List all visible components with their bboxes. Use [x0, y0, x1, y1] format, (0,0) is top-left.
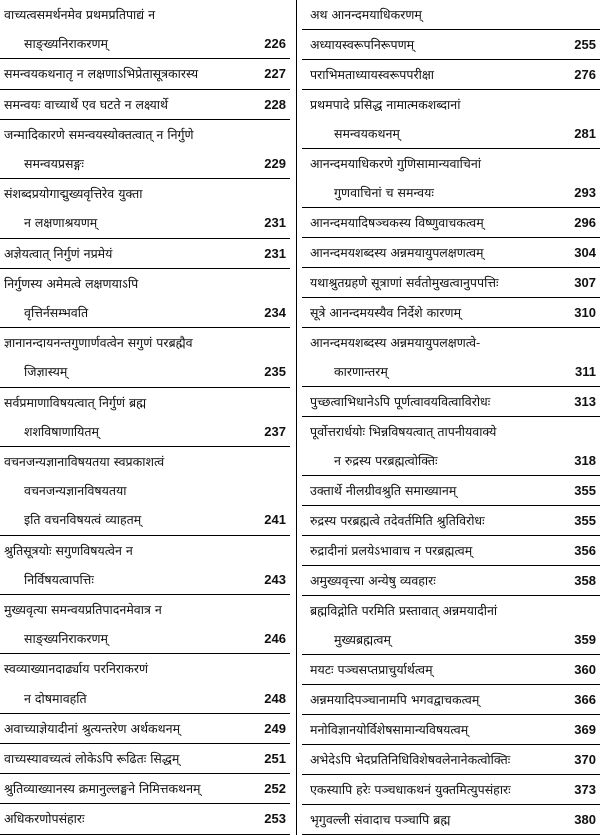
entry-text: अथ आनन्दमयाधिकरणम्: [310, 7, 422, 22]
entry-text: समन्वयः वाच्यार्थे एव घटते न लक्ष्यार्थे: [4, 96, 168, 112]
page-number: 248: [264, 690, 286, 706]
page-number: 318: [574, 453, 596, 468]
entry-text: अवाच्याज्ञेयादीनां श्रुत्यन्तरेण अर्थकथनम्: [4, 720, 181, 736]
entry-text: समन्वयकथनम्: [334, 126, 400, 141]
page-number: 235: [264, 364, 286, 380]
index-entry: [0, 59, 290, 89]
entry-title-line: [0, 774, 290, 803]
page-number: 228: [264, 96, 286, 112]
entry-continuation-line: [302, 357, 600, 386]
entry-continuation-line: [0, 149, 290, 178]
entry-title-line: [0, 0, 290, 29]
index-entry: [302, 596, 600, 655]
page-number: 293: [574, 185, 596, 200]
index-entry: [302, 506, 600, 536]
entry-text: भृगुवल्ली संवादाच पञ्चापि ब्रह्म: [310, 812, 451, 827]
entry-title-line: [302, 775, 600, 804]
index-entry: [302, 298, 600, 328]
left-column: [0, 0, 290, 835]
entry-text: अभेदेऽपि भेदप्रतिनिधिविशेषवलेनानेकत्वोक्तिः: [310, 752, 511, 767]
entry-text: सूत्रे आनन्दमयस्यैव निर्देशे कारणम्: [310, 305, 462, 320]
entry-text: श्रुतिव्याख्यानस्य क्रमानुल्लङ्घने निमित्तकथनम्: [4, 781, 201, 797]
entry-text: मुख्यवृत्या समन्वयप्रतिपादनमेवात्र न: [4, 602, 162, 618]
entry-text: प्रथमपादे प्रसिद्ध नामात्मकशब्दानां: [310, 97, 461, 112]
page-number: 249: [264, 720, 286, 736]
index-entry: [302, 268, 600, 298]
entry-continuation-line: [0, 565, 290, 594]
page-number: 252: [264, 781, 286, 797]
page-number: 380: [574, 812, 596, 827]
index-entry: [0, 447, 290, 536]
entry-title-line: [0, 388, 290, 417]
entry-title-line: [0, 654, 290, 683]
page-number: 234: [264, 305, 286, 321]
entry-continuation-line: [302, 625, 600, 654]
entry-title-line: [302, 596, 600, 625]
entry-text: वाच्यत्वसमर्थनमेव प्रथमप्रतिपाद्यं न: [4, 7, 156, 22]
entry-title-line: [0, 120, 290, 149]
page-number: 307: [574, 275, 596, 290]
page-number: 253: [264, 811, 286, 827]
entry-text: सर्वप्रमाणाविषयत्वात् निर्गुणं ब्रह्म: [4, 394, 147, 410]
entry-text: शशविषाणायितम्: [24, 423, 100, 439]
index-entry: [0, 90, 290, 120]
entry-title-line: [302, 476, 600, 505]
entry-text: अज्ञेयत्वात् निर्गुणं नप्रमेयं: [4, 245, 113, 261]
entry-title-line: [302, 655, 600, 684]
index-entry: [302, 715, 600, 745]
index-entry: [302, 328, 600, 387]
entry-text: संशब्दप्रयोगाद्मुख्यवृत्तिरेव युक्ता: [4, 186, 143, 202]
entry-title-line: [302, 685, 600, 714]
entry-title-line: [302, 805, 600, 834]
entry-title-line: [0, 59, 290, 88]
entry-title-line: [302, 60, 600, 89]
entry-title-line: [0, 239, 290, 268]
entry-text: आनन्दमयशब्दस्य अन्नमयायुपलक्षणत्वम्: [310, 245, 484, 260]
page-number: 237: [264, 423, 286, 439]
entry-text: ब्रह्मविद्गोति परमिति प्रस्तावात् अन्नमयादीनां: [310, 603, 498, 618]
entry-text: मुख्यब्रह्मत्वम्: [334, 632, 391, 647]
page-number: 226: [264, 36, 286, 52]
entry-title-line: [302, 328, 600, 357]
index-entry: [302, 417, 600, 476]
index-entry: [302, 476, 600, 506]
entry-text: वचनजन्यज्ञानविषयतया: [24, 483, 127, 499]
entry-text: इति वचनविषयत्वं व्याहतम्: [24, 512, 142, 528]
index-entry: [302, 238, 600, 268]
page-number: 355: [574, 483, 596, 498]
entry-text: रुद्रस्य परब्रह्मत्वे तदेवर्तमिति श्रुतिविरोधः: [310, 513, 485, 528]
entry-continuation-line: [302, 446, 600, 475]
index-entry: [0, 595, 290, 654]
entry-title-line: [302, 715, 600, 744]
index-entry: [0, 0, 290, 59]
index-entry: [0, 744, 290, 774]
entry-title-line: [302, 149, 600, 178]
page-number: 243: [264, 571, 286, 587]
column-divider: [296, 0, 297, 835]
entry-text: अन्नमयादिपञ्चानामपि भगवद्वाचकत्वम्: [310, 692, 480, 707]
entry-title-line: [302, 298, 600, 327]
entry-text: वृत्तिर्नसम्भवति: [24, 305, 89, 321]
entry-title-line: [0, 714, 290, 743]
entry-title-line: [0, 90, 290, 119]
entry-title-line: [302, 387, 600, 416]
entry-text: समन्वयप्रसङ्गः: [24, 156, 84, 172]
entry-text: यथाश्रुतग्रहणे सूत्राणां सर्वतोमुखत्वानुपपत्तिः: [310, 275, 499, 290]
page-number: 227: [264, 66, 286, 82]
page-number: 281: [574, 126, 596, 141]
entry-title-line: [302, 238, 600, 267]
entry-text: पूर्वोत्तरार्धयोः भिन्नविषयत्वात् तापनीयवाक्ये: [310, 424, 497, 439]
page-number: 366: [574, 692, 596, 707]
entry-title-line: [302, 0, 600, 29]
right-column: [302, 0, 600, 835]
entry-text: पुच्छत्वाभिधानेऽपि पूर्णत्वावयवित्वाविरोधः: [310, 394, 491, 409]
entry-text: आनन्दमयशब्दस्य अन्नमयायुपलक्षणत्वे-: [310, 335, 481, 350]
entry-title-line: [0, 269, 290, 298]
entry-text: रुद्रादीनां प्रलयेऽभावाच न परब्रह्मत्वम्: [310, 543, 473, 558]
page-number: 231: [264, 245, 286, 261]
index-entry: [0, 328, 290, 387]
entry-text: कारणान्तरम्: [334, 364, 388, 379]
entry-title-line: [302, 745, 600, 774]
entry-text: उक्तार्थे नीलग्रीवश्रुति समाख्यानम्: [310, 483, 457, 498]
entry-text: जिज्ञास्यम्: [24, 364, 68, 380]
index-entry: [302, 30, 600, 60]
page-number: 229: [264, 156, 286, 172]
entry-text: मयटः पञ्चसप्तप्राचुर्यार्थत्वम्: [310, 662, 433, 677]
entry-text: समन्वयकथनातृ न लक्षणाऽभिप्रेतासूत्रकारस्य: [4, 66, 199, 82]
index-entry: [302, 60, 600, 90]
index-entry: [302, 0, 600, 30]
page-number: 360: [574, 662, 596, 677]
entry-continuation-line: [0, 298, 290, 327]
index-entry: [302, 685, 600, 715]
index-entry: [302, 566, 600, 596]
index-entry: [302, 745, 600, 775]
index-entry: [0, 269, 290, 328]
index-entry: [302, 90, 600, 149]
entry-text: ज्ञानानन्दायनन्तगुणार्णवत्वेन सगुणं परब्रह्मैव: [4, 335, 193, 351]
entry-text: अध्यायस्वरूपनिरूपणम्: [310, 37, 415, 52]
entry-text: अधिकरणोपसंहारः: [4, 811, 85, 827]
page-number: 311: [575, 364, 596, 379]
entry-title-line: [0, 328, 290, 357]
entry-text: जन्मादिकारणे समन्वयस्योक्तत्वात् न निर्गुणे: [4, 126, 194, 142]
entry-title-line: [302, 208, 600, 237]
page-number: 255: [574, 37, 596, 52]
index-entry: [302, 805, 600, 835]
entry-text: गुणवाचिनां च समन्वयः: [334, 185, 434, 200]
entry-title-line: [302, 417, 600, 446]
entry-text: श्रुतिसूत्रयोः सगुणविषयत्वेन न: [4, 542, 133, 558]
entry-text: न लक्षणाश्रयणम्: [24, 215, 98, 231]
entry-title-line: [302, 90, 600, 119]
entry-title-line: [0, 804, 290, 833]
entry-text: आनन्दमयादिषञ्चकस्य विष्णुवाचकत्वम्: [310, 215, 484, 230]
index-entry: [0, 388, 290, 447]
page-number: 231: [264, 215, 286, 231]
index-entry: [302, 775, 600, 805]
entry-text: एकस्यापि हरेः पञ्चधाकथनं युक्तमित्युपसंहारः: [310, 782, 511, 797]
page-number: 369: [574, 722, 596, 737]
index-entry: [0, 179, 290, 238]
index-entry: [0, 804, 290, 834]
entry-title-line: [0, 744, 290, 773]
entry-continuation-line: [0, 476, 290, 505]
entry-text: साङ्ख्यनिराकरणम्: [24, 631, 108, 647]
entry-text: स्वव्याख्यानदार्ढ्याय परनिराकरणं: [4, 661, 148, 677]
entry-title-line: [0, 595, 290, 624]
page-number: 296: [574, 215, 596, 230]
index-entry: [0, 120, 290, 179]
entry-text: वाच्यस्यावच्यत्वं लोकेऽपि रूढितः सिद्धम्: [4, 751, 180, 767]
page-number: 373: [574, 782, 596, 797]
entry-text: वचनजन्यज्ञानाविषयतया स्वप्रकाशत्वं: [4, 454, 165, 470]
entry-text: आनन्दमयाधिकरणे गुणिसामान्यवाचिनां: [310, 156, 482, 171]
page-number: 246: [264, 631, 286, 647]
entry-title-line: [302, 536, 600, 565]
index-entry: [302, 149, 600, 208]
entry-text: निर्विषयत्वापत्तिः: [24, 571, 94, 587]
index-entry: [302, 655, 600, 685]
entry-title-line: [0, 447, 290, 476]
index-entry: [302, 387, 600, 417]
page-number: 241: [264, 512, 286, 528]
entry-continuation-line: [0, 29, 290, 58]
index-entry: [0, 774, 290, 804]
index-entry: [0, 654, 290, 713]
entry-continuation-line: [0, 505, 290, 534]
entry-text: निर्गुणस्य अमेमत्वे लक्षणयाऽपि: [4, 275, 139, 291]
page-number: 355: [574, 513, 596, 528]
page-number: 370: [574, 752, 596, 767]
entry-title-line: [302, 506, 600, 535]
entry-continuation-line: [0, 684, 290, 713]
entry-continuation-line: [302, 119, 600, 148]
entry-text: साङ्ख्यनिराकरणम्: [24, 36, 108, 52]
page-number: 276: [574, 67, 596, 82]
entry-continuation-line: [0, 417, 290, 446]
entry-title-line: [0, 536, 290, 565]
page-number: 304: [574, 245, 596, 260]
entry-continuation-line: [302, 178, 600, 207]
index-entry: [0, 536, 290, 595]
entry-continuation-line: [0, 357, 290, 386]
entry-title-line: [302, 566, 600, 595]
entry-title-line: [302, 268, 600, 297]
entry-continuation-line: [0, 208, 290, 237]
page-number: 251: [264, 751, 286, 767]
entry-title-line: [302, 30, 600, 59]
entry-text: मनोविज्ञानयोर्विशेषसामान्यविषयत्वम्: [310, 722, 469, 737]
entry-text: न दोषमावहति: [24, 690, 87, 706]
entry-text: अमुख्यवृत्त्या अन्येषु व्यवहारः: [310, 573, 436, 588]
index-entry: [0, 239, 290, 269]
page-number: 359: [574, 632, 596, 647]
index-entry: [302, 536, 600, 566]
index-entry: [302, 208, 600, 238]
entry-continuation-line: [0, 624, 290, 653]
entry-title-line: [0, 179, 290, 208]
page-number: 310: [574, 305, 596, 320]
entry-text: पराभिमताध्यायस्वरूपपरीक्षा: [310, 67, 435, 82]
index-entry: [0, 714, 290, 744]
page-number: 356: [574, 543, 596, 558]
page-number: 313: [574, 394, 596, 409]
page-number: 358: [574, 573, 596, 588]
entry-text: न रुद्रस्य परब्रह्मत्वोक्तिः: [334, 453, 438, 468]
